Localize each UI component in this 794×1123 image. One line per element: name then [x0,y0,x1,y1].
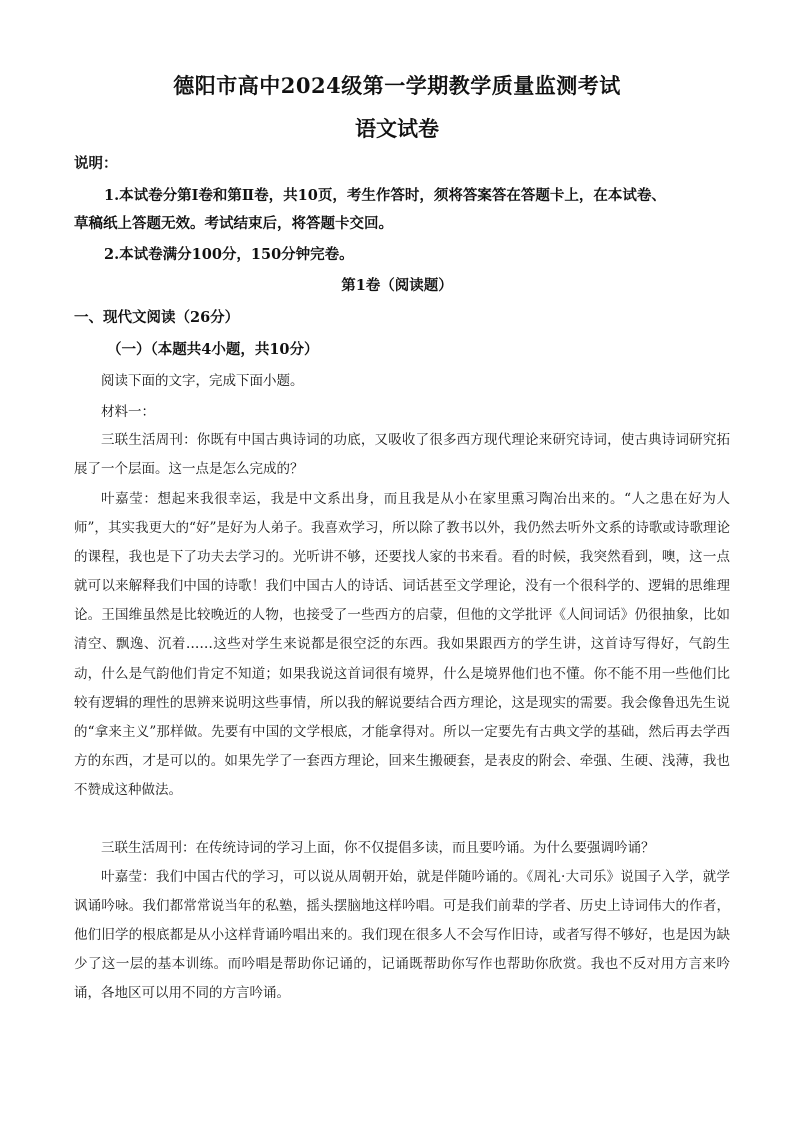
instruction-item-1-line-1: 1.本试卷分第Ⅰ卷和第Ⅱ卷，共10页，考生作答时，须将答案答在答题卡上，在本试卷、 [104,187,666,204]
instruction-item-1-line-2: 草稿纸上答题无效。考试结束后，将答题卡交回。 [74,215,393,232]
exam-subtitle: 语文试卷 [355,116,439,141]
paragraph-answer-1: 叶嘉莹：想起来我很幸运，我是中文系出身，而且我是从小在家里熏习陶冶出来的。“人之患在好为人师”，其实我更大的“好”是好为人弟子。我喜欢学习，所以除了教书以外，我仍然去听外文系的诗歌或诗歌理论的课程，我也是下了功夫去学习的。光听讲不够，还要找人家的书来看。看的时候，我突然看到，噢，这一点就可以来解释我们中国的诗歌！我们中国古人的诗话、词话甚至文学理论，没有一个很科学的、逻辑的思维理论。王国维虽然是比较晚近的人物，也接受了一些西方的启蒙，但他的文学批评《人间词话》仍很抽象，比如清空、飘逸、沉着……这些对学生来说都是很空泛的东西。我如果跟西方的学生讲，这首诗写得好，气韵生动，什么是气韵他们肯定不知道；如果我说这首词很有境界，什么是境界他们也不懂。你不能不用一些他们比较有逻辑的理性的思辨来说明这些事情，所以我的解说要结合西方理论，这是现实的需要。我会像鲁迅先生说的“拿来主义”那样做。先要有中国的文学根底，才能拿得对。所以一定要先有古典文学的基础，然后再去学西方的东西，才是可以的。如果先学了一套西方理论，回来生搬硬套，是表皮的附会、牵强、生硬、浅薄，我也不赞成这种做法。 [74,491,730,798]
section-title: 一、现代文阅读（26分） [74,309,240,326]
paragraph-interview-question-1: 三联生活周刊：你既有中国古典诗词的功底，又吸收了很多西方现代理论来研究诗词，使古典诗词研究拓展了一个层面。这一点是怎么完成的？ [74,432,730,478]
instruction-item-2: 2.本试卷满分100分，150分钟完卷。 [104,246,354,263]
paragraph-answer-2: 叶嘉莹：我们中国古代的学习，可以说从周朝开始，就是伴随吟诵的。《周礼·大司乐》说国子入学，就学讽诵吟咏。我们都常常说当年的私塾，摇头摆脑地这样吟唱。可是我们前辈的学者、历史上诗词伟大的作者，他们旧学的根底都是从小这样背诵吟唱出来的。我们现在很多人不会写作旧诗，或者写得不够好，也是因为缺少了这一层的基本训练。而吟唱是帮助你记诵的，记诵既帮助你写作也帮助你欣赏。我也不反对用方言来吟诵，各地区可以用不同的方言吟诵。 [74,869,730,1002]
material-label: 材料一： [101,404,155,420]
reading-prompt: 阅读下面的文字，完成下面小题。 [101,373,304,389]
volume-title: 第1卷（阅读题） [341,277,453,294]
exam-title: 德阳市高中2024级第一学期教学质量监测考试 [173,73,621,98]
paragraph-interview-question-2: 三联生活周刊：在传统诗词的学习上面，你不仅提倡多读，而且要吟诵。为什么要强调吟诵？ [101,840,655,856]
instructions-heading: 说明： [74,155,118,172]
sub-section-title: （一）（本题共4小题，共10分） [107,341,319,358]
